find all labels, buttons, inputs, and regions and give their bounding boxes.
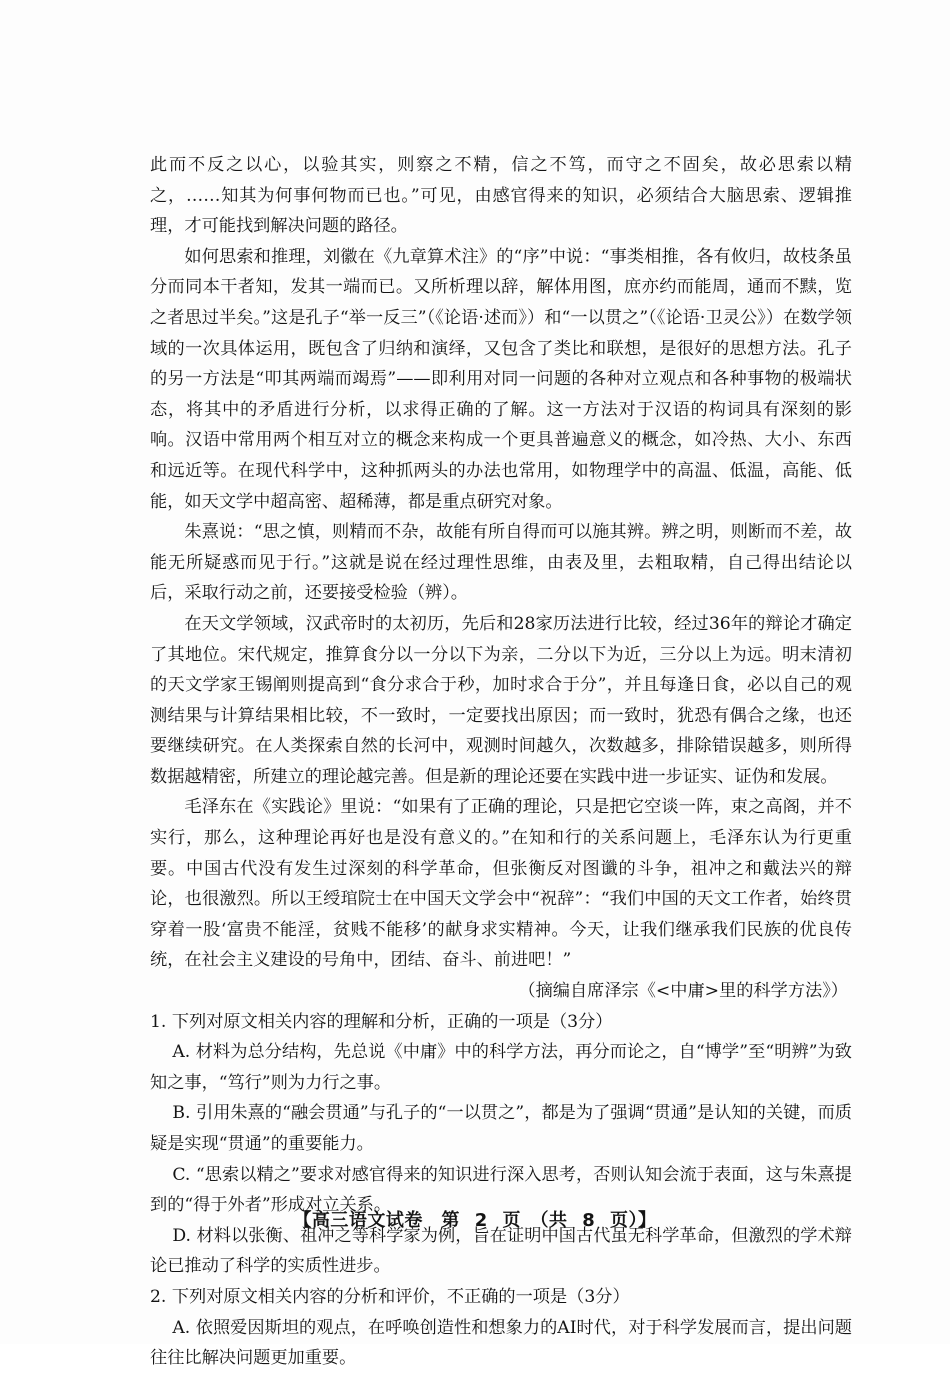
question-2-stem: 2. 下列对原文相关内容的分析和评价，不正确的一项是（3分） — [150, 1286, 630, 1307]
question-1-option-b: B. 引用朱熹的“融会贯通”与孔子的“一以贯之”，都是为了强调“贯通”是认知的关键，而质疑是实现“贯通”的重要能力。 — [150, 1103, 852, 1154]
page-content — [150, 150, 852, 1374]
passage-paragraph: 毛泽东在《实践论》里说：“如果有了正确的理论，只是把它空谈一阵，束之高阁，并不实行，那么，这种理论再好也是没有意义的。”在知和行的关系问题上，毛泽东认为行更重要。中国古代没有发生过深刻的科学革命，但张衡反对图谶的斗争，祖冲之和戴法兴的辩论，也很激烈。所以王绶琯院士在中国天文学会中“祝辞”：“我们中国的天文工作者，始终贯穿着一股‘富贵不能淫，贫贱不能移’的献身求实精神。今天，让我们继承我们民族的优良传统，在社会主义建设的号角中，团结、奋斗、前进吧！” — [150, 797, 852, 971]
question-1-stem: 1. 下列对原文相关内容的理解和分析，正确的一项是（3分） — [150, 1011, 613, 1032]
question-1-option-c: C. “思索以精之”要求对感官得来的知识进行深入思考，否则认知会流于表面，这与朱熹提到的“得于外者”形成对立关系。 — [150, 1164, 852, 1216]
question-1-option-d: D. 材料以张衡、祖冲之等科学家为例，旨在证明中国古代虽无科学革命，但激烈的学术辩论已推动了科学的实质性进步。 — [150, 1225, 852, 1277]
passage-paragraph: 在天文学领域，汉武帝时的太初历，先后和28家历法进行比较，经过36年的辩论才确定了其地位。宋代规定，推算食分以一分以下为亲，二分以下为近，三分以上为远。明末清初的天文学家王锡阐则提高到“食分求合于秒，加时求合于分”，并且每逢日食，必以自己的观测结果与计算结果相比较，不一致时，一定要找出原因；而一致时，犹恐有偶合之缘，也还要继续研究。在人类探索自然的长河中，观测时间越久，次数越多，排除错误越多，则所得数据越精密，所建立的理论越完善。但是新的理论还要在实践中进一步证实、证伪和发展。 — [150, 613, 852, 787]
page-footer: 【高三语文试卷 第 2 页 （共 8 页）】 — [293, 1210, 657, 1231]
passage-source: （摘编自席泽宗《<中庸>里的科学方法》） — [518, 981, 848, 1002]
passage-paragraph-continued: 此而不反之以心，以验其实，则察之不精，信之不笃，而守之不固矣，故必思索以精之，……知其为何事何物而已也。”可见，由感官得来的知识，必须结合大脑思索、逻辑推理，才可能找到解决问题的路径。 — [150, 155, 852, 237]
passage-paragraph: 朱熹说：“思之慎，则精而不杂，故能有所自得而可以施其辨。辨之明，则断而不差，故能无所疑惑而见于行。”这就是说在经过理性思维，由表及里，去粗取精，自己得出结论以后，采取行动之前，还要接受检验（辨）。 — [150, 522, 852, 604]
question-2-option-a: A. 依照爱因斯坦的观点，在呼唤创造性和想象力的AI时代，对于科学发展而言，提出问题往往比解决问题更加重要。 — [150, 1317, 852, 1369]
question-1-option-a: A. 材料为总分结构，先总说《中庸》中的科学方法，再分而论之，自“博学”至“明辨”为致知之事，“笃行”则为力行之事。 — [150, 1042, 852, 1093]
passage-paragraph: 如何思索和推理，刘徽在《九章算术注》的“序”中说：“事类相推，各有攸归，故枝条虽分而同本干者知，发其一端而已。又所析理以辞，解体用图，庶亦约而能周，通而不黩，览之者思过半矣。”这是孔子“举一反三”（《论语·述而》）和“一以贯之”（《论语·卫灵公》）在数学领域的一次具体运用，既包含了归纳和演绎，又包含了类比和联想，是很好的思想方法。孔子的另一方法是“叩其两端而竭焉”——即利用对同一问题的各种对立观点和各种事物的极端状态，将其中的矛盾进行分析，以求得正确的了解。这一方法对于汉语的构词具有深刻的影响。汉语中常用两个相互对立的概念来构成一个更具普遍意义的概念，如冷热、大小、东西和远近等。在现代科学中，这种抓两头的办法也常用，如物理学中的高温、低温，高能、低能，如天文学中超高密、超稀薄，都是重点研究对象。 — [150, 246, 852, 512]
